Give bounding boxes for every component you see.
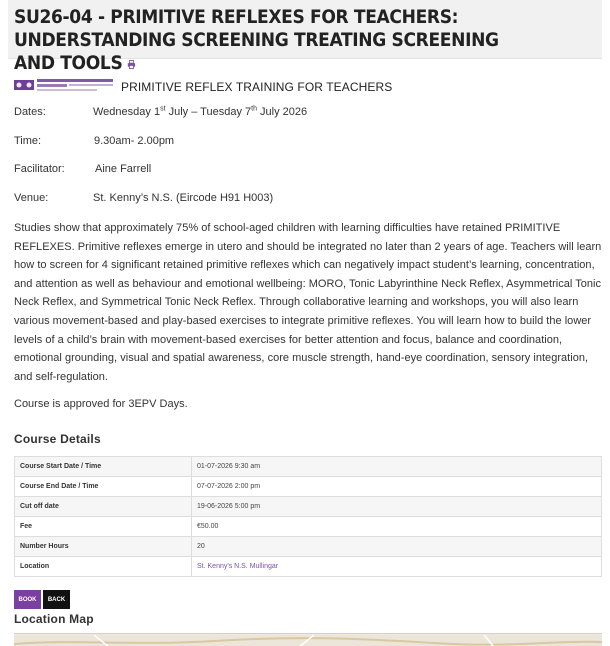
course-details-title: Course Details bbox=[14, 432, 101, 446]
course-details-table bbox=[14, 456, 602, 577]
location-link[interactable]: St. Kenny's N.S. Mullingar bbox=[197, 563, 279, 570]
detail-value: €50.00 bbox=[192, 517, 602, 537]
dates-end: July 2026 bbox=[256, 106, 308, 118]
time-label: Time: bbox=[14, 135, 42, 147]
detail-value: 01-07-2026 9:30 am bbox=[192, 457, 602, 477]
detail-value: 19-06-2026 5:00 pm bbox=[192, 497, 602, 517]
table-row bbox=[15, 537, 602, 557]
print-icon[interactable] bbox=[128, 52, 136, 75]
detail-label: Cut off date bbox=[15, 497, 192, 517]
detail-label: Fee bbox=[15, 517, 192, 537]
table-row bbox=[15, 497, 602, 517]
time-row bbox=[14, 135, 602, 151]
dates-value bbox=[93, 106, 307, 118]
course-header bbox=[14, 74, 602, 96]
dates-label: Dates: bbox=[14, 106, 46, 118]
course-description: Studies show that approximately 75% of school-aged children with learning difficulties have retained PRIMITIVE REFLEXES. Primitive reflexes emerge in utero and should be integrated no later than 2 years of age. Teachers will learn how to screen for 4 significant retained primitive reflexes which can negatively impact student’s learning, concentration, and attention as well as behaviour and emotional wellbeing: MORO, Tonic Labyrinthine Neck Reflex, Asymmetrical Tonic Neck Reflex, and Symmetrical Tonic Neck Reflex. Through collaborative learning and workshops, you will also learn various movement-based and play-based exercises to integrate primitive reflexes. You will learn how to build the lower levels of a child’s brain with movement-based exercises for better attention and focus, balance and coordination, emotional grounding, visual and spatial awareness, core muscle strength, hand-eye coordination, sensory integration, and self-regulation. bbox=[14, 222, 602, 383]
venue-label: Venue: bbox=[14, 192, 49, 204]
dates-start-suffix: st bbox=[160, 105, 166, 113]
table-row bbox=[15, 517, 602, 537]
time-value: 9.30am- 2.00pm bbox=[94, 135, 175, 147]
detail-label: Course Start Date / Time bbox=[15, 457, 192, 477]
back-button[interactable]: BACK bbox=[43, 590, 70, 609]
detail-value-cell bbox=[192, 557, 602, 577]
detail-label: Number Hours bbox=[15, 537, 192, 557]
venue-value: St. Kenny’s N.S. (Eircode H91 H003) bbox=[93, 192, 274, 204]
dates-end-suffix: th bbox=[251, 105, 257, 113]
location-map-title: Location Map bbox=[14, 612, 94, 626]
dates-mid: July – Tuesday 7 bbox=[165, 106, 252, 118]
page-title bbox=[14, 6, 536, 75]
table-row bbox=[15, 557, 602, 577]
facilitator-value: Aine Farrell bbox=[95, 163, 152, 175]
dates-row bbox=[14, 106, 602, 122]
facilitator-label: Facilitator: bbox=[14, 163, 65, 175]
title-bar bbox=[8, 0, 602, 74]
approved-text: Course is approved for 3EPV Days. bbox=[14, 398, 188, 410]
detail-value: 20 bbox=[192, 537, 602, 557]
book-button[interactable]: BOOK bbox=[14, 590, 41, 609]
course-heading: PRIMITIVE REFLEX TRAINING FOR TEACHERS bbox=[121, 80, 393, 94]
facilitator-row bbox=[14, 163, 602, 179]
location-map[interactable] bbox=[14, 633, 602, 646]
dates-start: Wednesday 1 bbox=[93, 106, 161, 118]
detail-label: Course End Date / Time bbox=[15, 477, 192, 497]
education-centre-logo bbox=[14, 76, 114, 94]
table-row bbox=[15, 477, 602, 497]
detail-label: Location bbox=[15, 557, 192, 577]
venue-row bbox=[14, 192, 602, 208]
page-title-text: SU26-04 - PRIMITIVE REFLEXES FOR TEACHERS: UNDERSTANDING SCREENING TREATING SCREENING AND TOOLS bbox=[14, 6, 499, 74]
detail-value: 07-07-2026 2:00 pm bbox=[192, 477, 602, 497]
table-row bbox=[15, 457, 602, 477]
